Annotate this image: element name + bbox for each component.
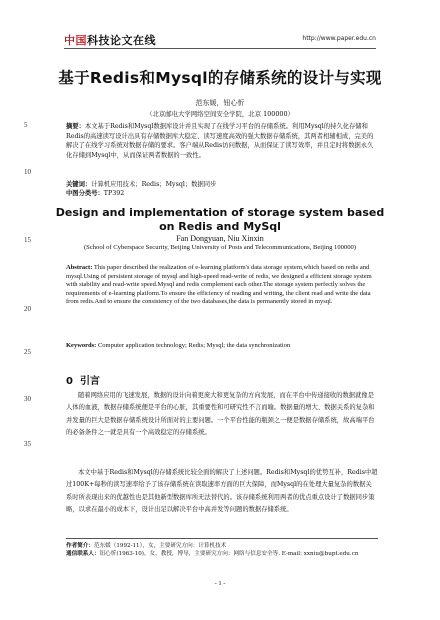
line-number-30: 30 [24,395,31,403]
line-number-35: 35 [24,440,31,448]
footnote-contact-label: 通信联系人： [66,551,100,557]
line-number-25: 25 [24,348,31,356]
section-number: 0 [66,376,73,387]
classification-cn-text: TP392 [103,190,125,197]
authors-en: Fan Dongyuan, Niu Xinxin [176,234,264,243]
keywords-cn-text: 计算机应用技术；Redis；Mysql；数据同步 [91,181,217,188]
body-paragraph-1: 随着网络应用的飞速发展，数据的设计向着更庞大和更复杂的方向发展，而在平台中传递接收的数据就像是人体的血液，数据存储系统便是平台的心脏，其重要性和可研究性不言而喻。数据量的增大、数据关系的复杂和并发量的巨大是数据存储系统设计所面对的主要问题。一个平台性能的瓶颈之一便是数据存储系统，故高端平台的必备条件之一就是具有一个高效稳定的存储系统。 [66,392,375,436]
paper-title-cn: 基于Redis和Mysql的存储系统的设计与实现 [58,69,382,87]
keywords-en [66,342,378,351]
authors-cn: 范东媛，钮心忻 [195,99,245,107]
footnote-author-label: 作者简介： [66,543,94,549]
abstract-en-label: Abstract: [66,264,93,271]
footnote-author [66,542,386,550]
section-title: 引言 [79,376,100,387]
classification-cn [66,189,378,199]
keywords-en-text: Computer application technology; Redis; Mysql; the data synchronization [96,342,291,349]
abstract-cn-label: 摘要： [66,123,85,130]
footnote-divider [66,538,378,539]
header-divider [64,48,376,49]
footnote-contact [66,550,386,558]
line-number-20: 20 [24,305,31,313]
site-url[interactable]: http://www.paper.edu.cn [302,35,376,42]
body-paragraph-2: 本文中基于Redis和Mysql的存储系统比较全面的解决了上述问题。Redis和Mysql的优势互补，Redis中超过100K+每秒的读写速率给予了该存储系统在读取速率方面的巨大保障，而Mysql的在处理大量复杂的数据关系时所表现出来的优越性也是其他新型数据库所无法替代的。该存储系统利用两者的优点重点设计了数据同步策略，以求在最小的成本下，设计出足以解决平台中高并发等问题的数据存储系统。 [66,469,378,513]
paper-title-en: Design and implementation of storage system based on Redis and MySql [55,206,385,233]
keywords-en-label: Keywords: [66,342,97,349]
logo-black-text: 科技论文在线 [87,34,156,47]
abstract-en-text: This paper described the realization of e-learning platform's data storage system,which based on redis and mysql.Using of persistent storage of mysql and high-speed read-write of redis, we designed a efficient storage system with stability and read-write speed.Mysql and redis complement each other.The storage system perfectly solves the requirements of e-learning platform.To ensure the efficiency of reading and writing, the client read and write the data from redis.And to ensure the consistency of the two databases,the data is permanently stored in mysql. [66,264,372,306]
line-number-10: 10 [24,168,31,176]
abstract-en [66,264,378,307]
abstract-cn [66,122,378,160]
footnote-contact-text: 钮心忻(1963-10)，女，教授，博导，主要研究方向：网络与信息安全等. E-mail: xxniu@bupt.edu.cn [99,551,359,557]
site-logo [64,32,156,48]
line-number-5: 5 [24,121,28,129]
page-number: - 1 - [214,580,226,587]
line-number-15: 15 [24,236,31,244]
footnote-author-text: 范东媛（1992-11），女，主要研究方向：计算机技术 [93,543,227,549]
abstract-cn-text: 本文基于Redis和Mysql数据库设计并且实现了在线学习平台的存储系统。利用Mysql的持久化存储和Redis的高速读写设计出具有存储数据库大稳定、读写速度高效的强大数据存储系统，其两者相辅相成，完美的解决了在线学习系统对数据存储的要求。客户端从Redis访问数据，从而保证了读写效率，并且定时将数据永久化存储到Mysql中，从而保证两者数据的一致性。 [66,123,374,159]
affiliation-en: (School of Cyberspace Security, Beijing University of Posts and Telecommunications, Beijing 100000) [83,244,357,251]
section-heading [66,372,100,387]
logo-red-text: 中国 [64,34,87,47]
classification-cn-label: 中图分类号： [66,190,104,197]
affiliation-cn: （北京邮电大学网络空间安全学院，北京 100000） [146,110,294,118]
keywords-cn-label: 关键词： [66,181,92,188]
